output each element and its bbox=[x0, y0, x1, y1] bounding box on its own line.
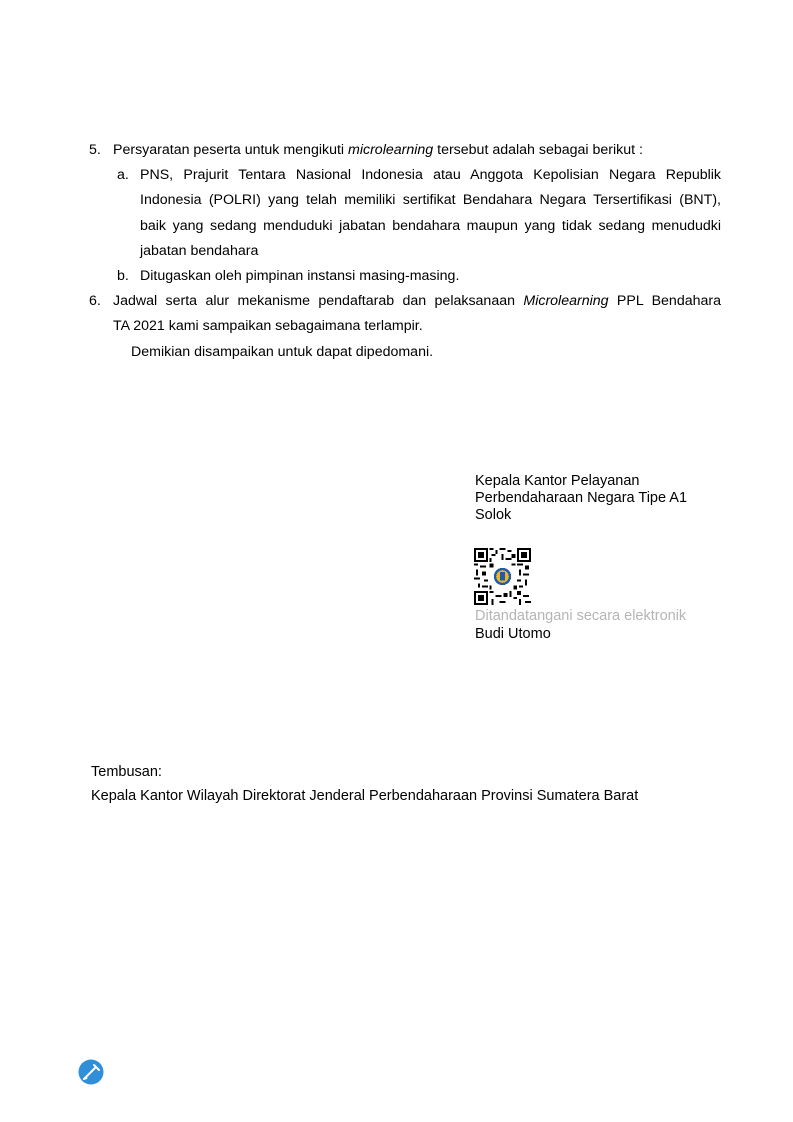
item-6-line-2: TA 2021 kami sampaikan sebagaimana terlampir. bbox=[113, 318, 423, 334]
item-6-line-1 bbox=[113, 293, 721, 309]
item-5-number: 5. bbox=[89, 142, 101, 158]
item-5-text-before: Persyaratan peserta untuk mengikuti bbox=[113, 142, 349, 158]
item-5-text bbox=[113, 142, 643, 158]
item-5-text-after: tersebut adalah sebagai berikut : bbox=[433, 142, 643, 158]
tembusan-label: Tembusan: bbox=[91, 764, 162, 780]
item-6-line-1-before: Jadwal serta alur mekanisme pendaftarab dan pelaksanaan bbox=[113, 293, 524, 309]
tembusan-recipient: Kepala Kantor Wilayah Direktorat Jenderal Perbendaharaan Provinsi Sumatera Barat bbox=[91, 788, 639, 804]
closing-text: Demikian disampaikan untuk dapat dipedomani. bbox=[131, 344, 434, 360]
esign-note: Ditandatangani secara elektronik bbox=[475, 608, 687, 624]
subitem-a-letter: a. bbox=[117, 167, 129, 183]
qr-code-icon bbox=[474, 548, 531, 605]
subitem-a-line-2: Indonesia (POLRI) yang telah memiliki sertifikat Bendahara Negara Tersertifikasi (BNT), bbox=[140, 192, 721, 208]
signature-title-line-3: Solok bbox=[475, 507, 512, 523]
signature-title-line-1: Kepala Kantor Pelayanan bbox=[475, 473, 640, 489]
subitem-b-letter: b. bbox=[117, 268, 129, 284]
signer-name: Budi Utomo bbox=[475, 626, 551, 642]
subitem-b-line-1: Ditugaskan oleh pimpinan instansi masing-masing. bbox=[140, 268, 460, 284]
item-6-number: 6. bbox=[89, 293, 101, 309]
subitem-a-line-3: baik yang sedang menduduki jabatan bendahara maupun yang tidak sedang menududki bbox=[140, 218, 721, 234]
e-office-logo-icon bbox=[78, 1059, 104, 1085]
item-6-line-1-italic: Microlearning bbox=[523, 293, 609, 309]
item-6-line-1-after: PPL Bendahara bbox=[608, 293, 722, 309]
signature-title-line-2: Perbendaharaan Negara Tipe A1 bbox=[475, 490, 688, 506]
item-5-text-italic: microlearning bbox=[348, 142, 434, 158]
subitem-a-line-1: PNS, Prajurit Tentara Nasional Indonesia atau Anggota Kepolisian Negara Republik bbox=[140, 167, 721, 183]
subitem-a-line-4: jabatan bendahara bbox=[140, 243, 259, 259]
